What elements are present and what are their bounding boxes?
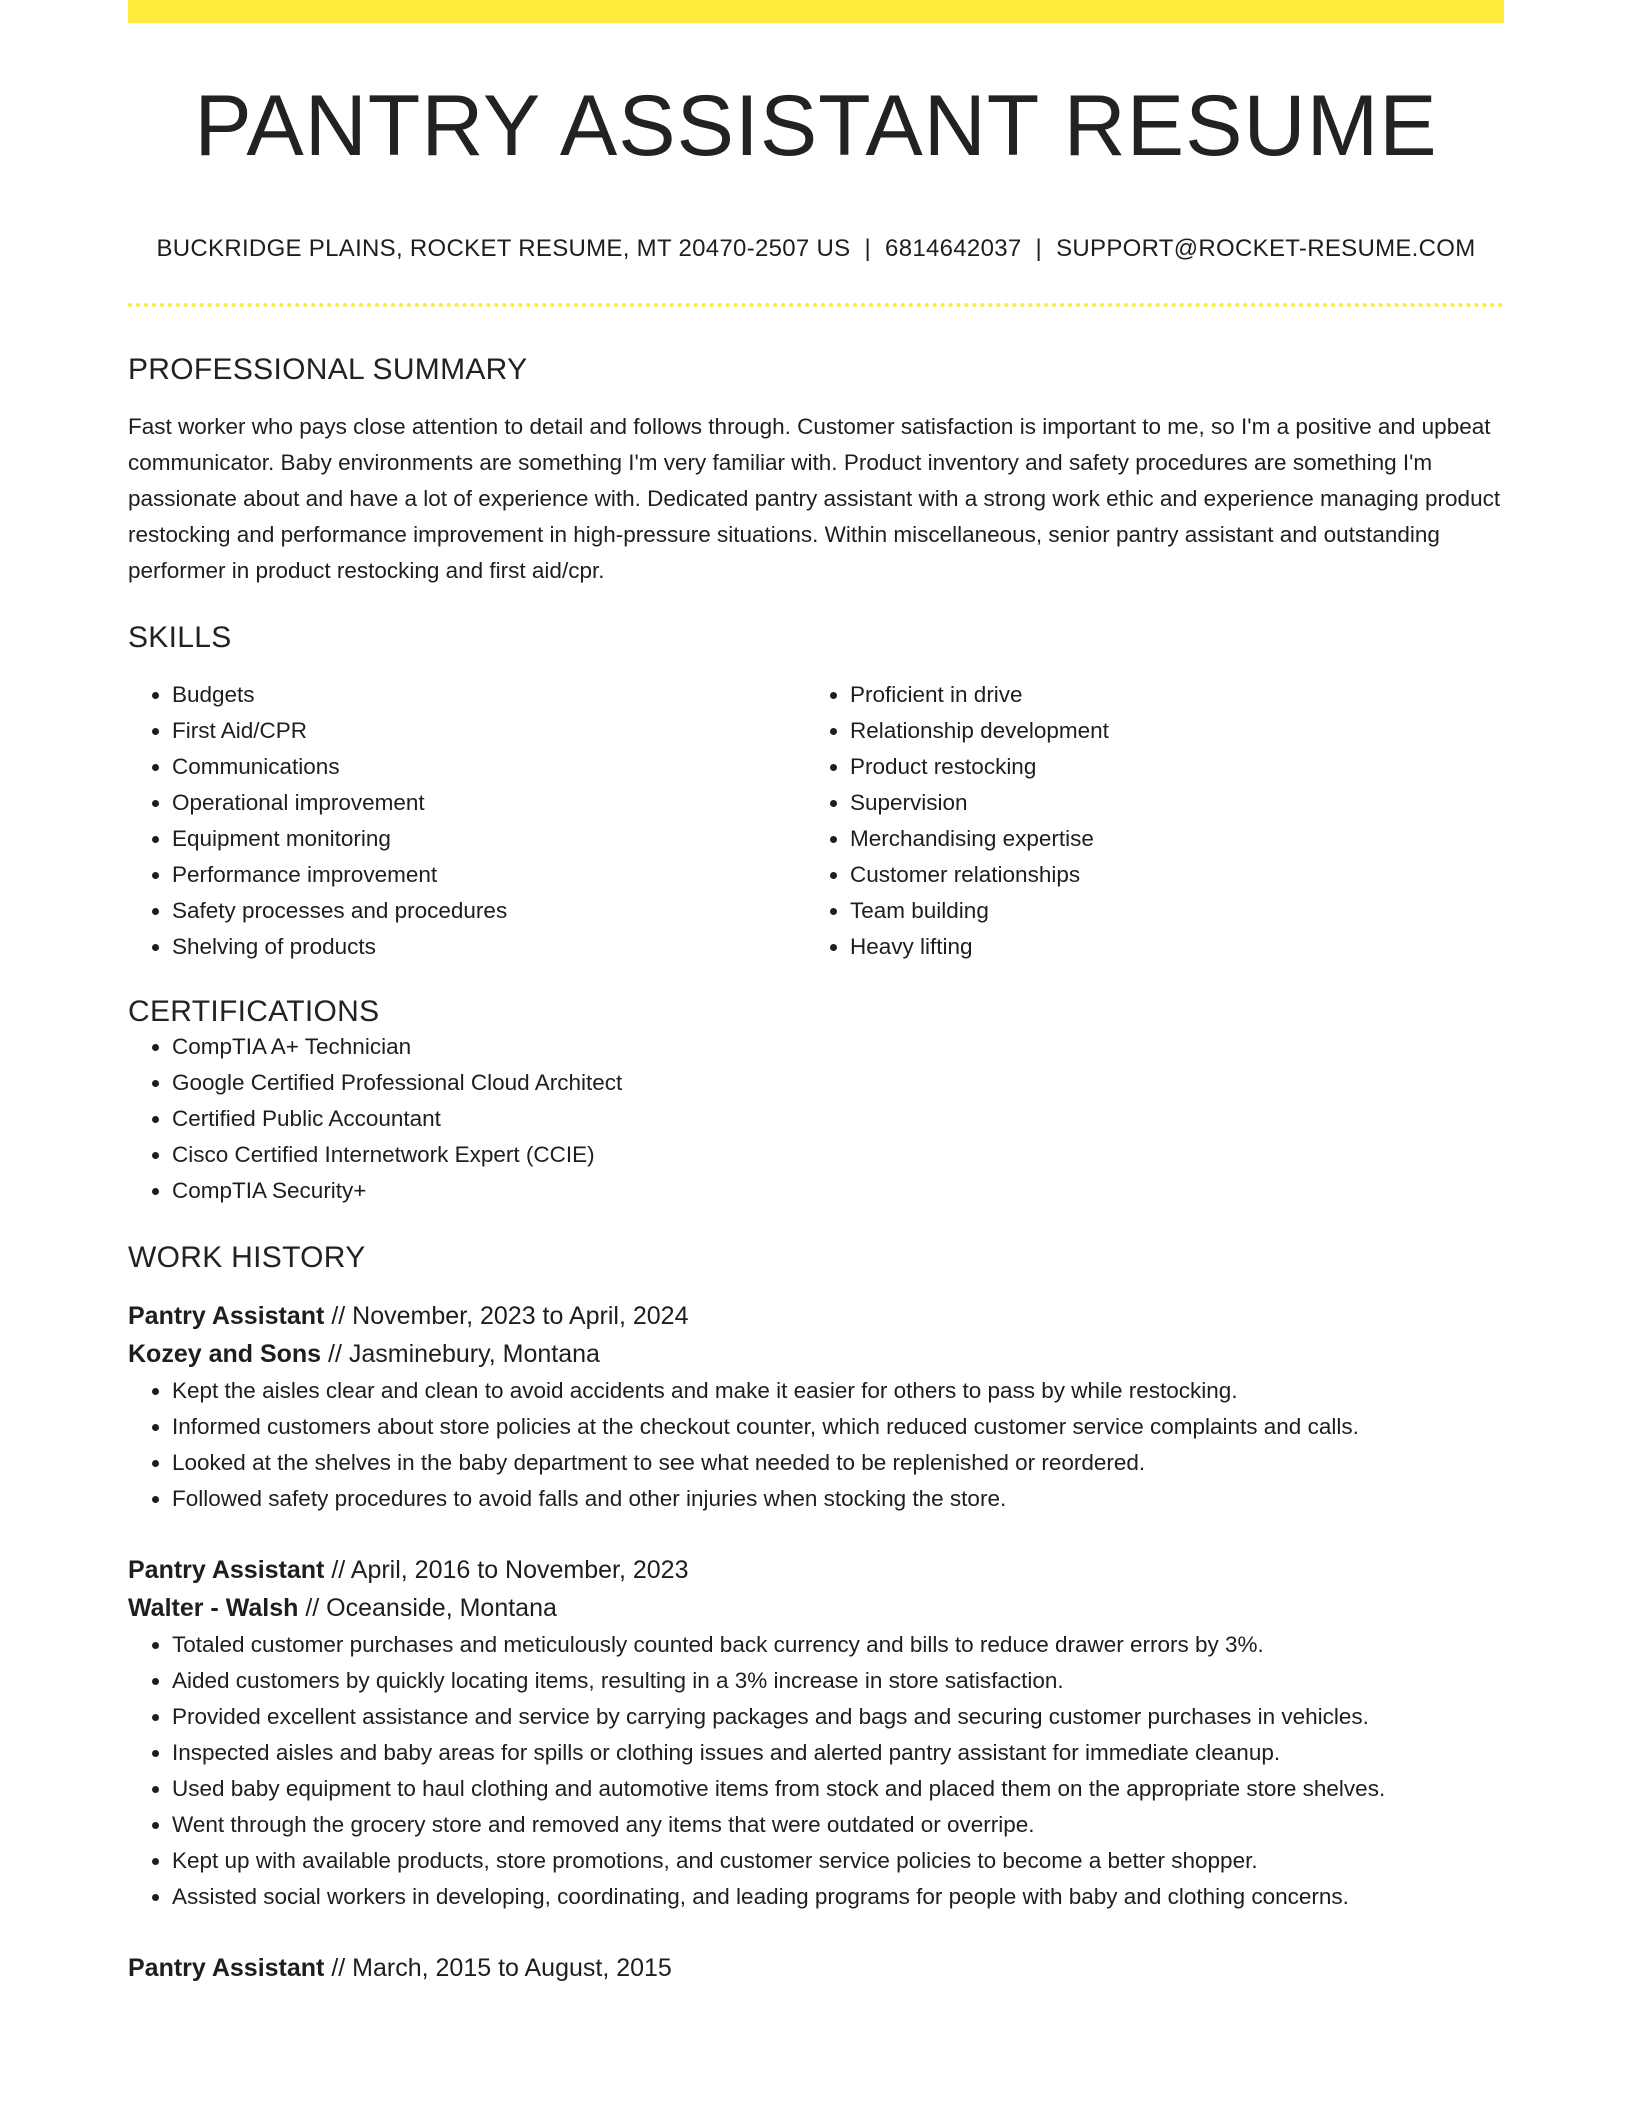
list-item: • Communications [172,749,806,785]
list-item: • Budgets [172,677,806,713]
certifications-section [128,995,1504,1209]
list-item: • Performance improvement [172,857,806,893]
summary-section [128,353,1504,589]
job-location: // Oceanside, Montana [298,1594,557,1622]
list-item: • Relationship development [850,713,1484,749]
work-history-section [128,1241,1504,1987]
job-dates: // April, 2016 to November, 2023 [324,1556,689,1584]
jobs-container [128,1297,1504,1987]
job-entry [128,1551,1504,1915]
section-heading-certifications: CERTIFICATIONS [128,995,380,1028]
skills-column-left [128,677,806,965]
job-title: Pantry Assistant [128,1556,325,1584]
job-company: Walter - Walsh [128,1594,299,1622]
list-item: • Aided customers by quickly locating items, resulting in a 3% increase in store satisfaction. [172,1663,1504,1699]
contact-phone: 6814642037 [885,235,1022,262]
job-company-line [128,1335,1504,1373]
page-title: PANTRY ASSISTANT RESUME [194,78,1438,174]
job-dates: // March, 2015 to August, 2015 [324,1954,672,1982]
list-item: • CompTIA Security+ [172,1173,1504,1209]
list-item: • Looked at the shelves in the baby department to see what needed to be replenished or reordered. [172,1445,1504,1481]
list-item: • Certified Public Accountant [172,1101,1504,1137]
list-item: • Cisco Certified Internetwork Expert (CCIE) [172,1137,1504,1173]
list-item: • Provided excellent assistance and service by carrying packages and bags and securing customer purchases in vehicles. [172,1699,1504,1735]
list-item: • Operational improvement [172,785,806,821]
resume-page [128,0,1504,1987]
dotted-divider [128,303,1504,307]
contact-separator: | [1035,235,1043,262]
job-title-line [128,1551,1504,1589]
list-item: • Followed safety procedures to avoid falls and other injuries when stocking the store. [172,1481,1504,1517]
list-item: • Went through the grocery store and removed any items that were outdated or overripe. [172,1807,1504,1843]
list-item: • Kept the aisles clear and clean to avoid accidents and make it easier for others to pass by while restocking. [172,1373,1504,1409]
list-item: • Proficient in drive [850,677,1484,713]
list-item: • Assisted social workers in developing, coordinating, and leading programs for people with baby and clothing concerns. [172,1879,1504,1915]
job-duties-list [128,1373,1504,1517]
section-heading-skills: SKILLS [128,621,232,654]
contact-address: BUCKRIDGE PLAINS, ROCKET RESUME, MT 20470-2507 US [156,235,851,262]
job-title: Pantry Assistant [128,1302,325,1330]
list-item: • Team building [850,893,1484,929]
list-item: • Customer relationships [850,857,1484,893]
list-item: • Supervision [850,785,1484,821]
skills-column-right [806,677,1484,965]
list-item: • Used baby equipment to haul clothing and automotive items from stock and placed them on the appropriate store shelves. [172,1771,1504,1807]
list-item: • Equipment monitoring [172,821,806,857]
job-dates: // November, 2023 to April, 2024 [324,1302,689,1330]
list-item: • Heavy lifting [850,929,1484,965]
list-item: • Google Certified Professional Cloud Architect [172,1065,1504,1101]
section-heading-work-history: WORK HISTORY [128,1241,366,1274]
job-title: Pantry Assistant [128,1954,325,1982]
list-item: • Totaled customer purchases and meticulously counted back currency and bills to reduce drawer errors by 3%. [172,1627,1504,1663]
job-company-line [128,1589,1504,1627]
list-item: • Product restocking [850,749,1484,785]
contact-email: SUPPORT@ROCKET-RESUME.COM [1056,235,1476,262]
skills-section [128,621,1504,965]
list-item: • Safety processes and procedures [172,893,806,929]
job-title-line [128,1949,1504,1987]
list-item: • Inspected aisles and baby areas for spills or clothing issues and alerted pantry assistant for immediate cleanup. [172,1735,1504,1771]
contact-line [128,235,1504,263]
summary-text: Fast worker who pays close attention to detail and follows through. Customer satisfaction is important to me, so I'm a positive and upbeat communicator. Baby environments are something I'm very familiar with. Product inventory and safety procedures are something I'm passionate about and have a lot of experience with. Dedicated pantry assistant with a strong work ethic and experience managing product restocking and performance improvement in high-pressure situations. Within miscellaneous, senior pantry assistant and outstanding performer in product restocking and first aid/cpr. [128,414,1501,583]
list-item: • Informed customers about store policies at the checkout counter, which reduced customer service complaints and calls. [172,1409,1504,1445]
list-item: • Kept up with available products, store promotions, and customer service policies to become a better shopper. [172,1843,1504,1879]
skills-list-right [806,677,1484,965]
section-heading-summary: PROFESSIONAL SUMMARY [128,353,528,386]
list-item: • CompTIA A+ Technician [172,1029,1504,1065]
job-location: // Jasminebury, Montana [321,1340,600,1368]
accent-top-bar [128,0,1504,23]
job-duties-list [128,1627,1504,1915]
job-entry [128,1949,1504,1987]
job-title-line [128,1297,1504,1335]
skills-list-left [128,677,806,965]
job-entry [128,1297,1504,1517]
list-item: • First Aid/CPR [172,713,806,749]
job-company: Kozey and Sons [128,1340,322,1368]
list-item: • Shelving of products [172,929,806,965]
skills-columns [128,677,1504,965]
contact-separator: | [864,235,872,262]
list-item: • Merchandising expertise [850,821,1484,857]
certifications-list [128,1029,1504,1209]
